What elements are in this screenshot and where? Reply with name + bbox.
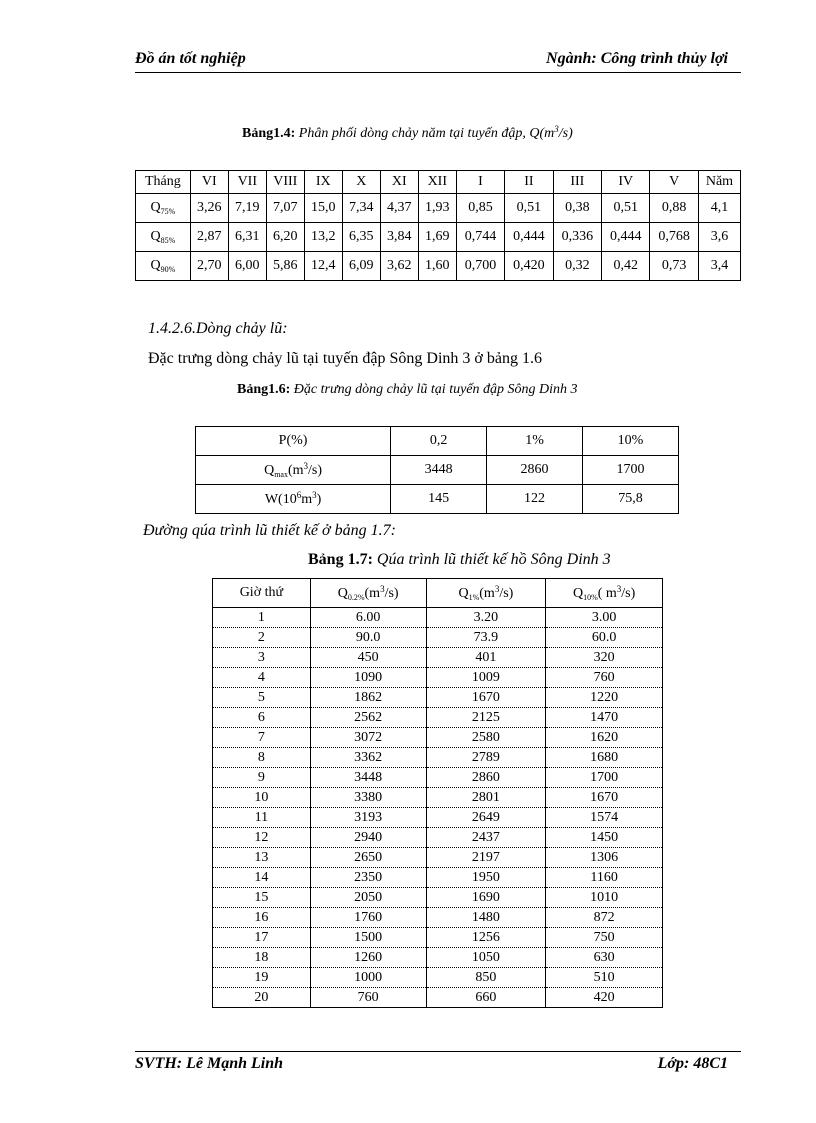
table16-header-cell: 1%	[487, 427, 583, 456]
table17-row	[213, 728, 663, 748]
header-left-title: Đồ án tốt nghiệp	[135, 50, 246, 67]
table17-cell: 3448	[310, 768, 426, 788]
table17-cell: 16	[213, 908, 311, 928]
table17-cell: 10	[213, 788, 311, 808]
table17-cell: 1862	[310, 688, 426, 708]
table17-cell: 3	[213, 648, 311, 668]
table14-header-cell: II	[505, 171, 553, 194]
table16-w-label: $W(10^6m^3)$	[196, 485, 391, 514]
table14-header-cell: IV	[602, 171, 650, 194]
table17-row	[213, 848, 663, 868]
table17-cell: 1	[213, 608, 311, 628]
table17-cell: 9	[213, 768, 311, 788]
section-heading: 1.4.2.6.Dòng chảy lũ:	[148, 320, 288, 337]
table14-row	[136, 223, 741, 252]
table17-cell: 17	[213, 928, 311, 948]
table14-cell: 0,420	[505, 252, 553, 281]
table17-cell: 3072	[310, 728, 426, 748]
table17-col-header: $Q_{1\%}(m^3/s)$	[426, 579, 546, 608]
table17-row	[213, 708, 663, 728]
table14-cell: 0,32	[553, 252, 601, 281]
table17-cell: 3.00	[546, 608, 663, 628]
table17-cell: 1090	[310, 668, 426, 688]
table17-cell: 1670	[546, 788, 663, 808]
table14-header-cell: VII	[228, 171, 266, 194]
table17-cell: 1620	[546, 728, 663, 748]
table14-cell: 3,6	[698, 223, 740, 252]
table17-cell: 630	[546, 948, 663, 968]
table17-cell: 320	[546, 648, 663, 668]
table16-cell: 75,8	[583, 485, 679, 514]
table14-cell: 6,31	[228, 223, 266, 252]
table17-cell: 12	[213, 828, 311, 848]
table14-header-cell: Tháng	[136, 171, 191, 194]
table14-header-cell: V	[650, 171, 698, 194]
table17-cell: 1220	[546, 688, 663, 708]
table14-cell: 0,700	[456, 252, 504, 281]
table17-cell: 1480	[426, 908, 546, 928]
table17-cell: 1010	[546, 888, 663, 908]
table17-cell: 2649	[426, 808, 546, 828]
table17-cell: 850	[426, 968, 546, 988]
table17-cell: 1000	[310, 968, 426, 988]
table14-cell: 0,744	[456, 223, 504, 252]
table17-cell: 2789	[426, 748, 546, 768]
table17-cell: 660	[426, 988, 546, 1008]
table17-cell: 1760	[310, 908, 426, 928]
table14-header-cell: VI	[190, 171, 228, 194]
section-paragraph: Đặc trưng dòng chảy lũ tại tuyến đập Sông Dinh 3 ở bảng 1.6	[148, 350, 542, 367]
table17-cell: 1670	[426, 688, 546, 708]
table14-cell: 1,93	[418, 194, 456, 223]
table17-cell: 2350	[310, 868, 426, 888]
table14-cell: 4,37	[380, 194, 418, 223]
table14-cell: 3,4	[698, 252, 740, 281]
table17-cell: 5	[213, 688, 311, 708]
header-divider	[135, 72, 741, 73]
table17-cell: 872	[546, 908, 663, 928]
table17-cell: 3380	[310, 788, 426, 808]
table-annual-flow	[135, 170, 741, 281]
table17-cell: 420	[546, 988, 663, 1008]
table17-row	[213, 688, 663, 708]
table17-cell: 6.00	[310, 608, 426, 628]
table14-header-cell: X	[342, 171, 380, 194]
table17-cell: 2940	[310, 828, 426, 848]
table16-cell: 122	[487, 485, 583, 514]
table17-row	[213, 828, 663, 848]
table14-cell: 3,26	[190, 194, 228, 223]
table17-cell: 760	[310, 988, 426, 1008]
table17-cell: 1009	[426, 668, 546, 688]
table14-cell: 1,69	[418, 223, 456, 252]
table17-cell: 1450	[546, 828, 663, 848]
table17-cell: 90.0	[310, 628, 426, 648]
table14-cell: 12,4	[304, 252, 342, 281]
table17-cell: 760	[546, 668, 663, 688]
table17-cell: 1680	[546, 748, 663, 768]
header-right-title: Ngành: Công trình thủy lợi	[546, 50, 728, 67]
table17-cell: 1470	[546, 708, 663, 728]
table17-cell: 1690	[426, 888, 546, 908]
table17-cell: 2580	[426, 728, 546, 748]
table14-header-cell: VIII	[266, 171, 304, 194]
table17-cell: 1950	[426, 868, 546, 888]
table14-cell: 6,09	[342, 252, 380, 281]
table14-cell: 3,62	[380, 252, 418, 281]
table14-cell: 1,60	[418, 252, 456, 281]
table14-cell: 4,1	[698, 194, 740, 223]
table14-header-cell: I	[456, 171, 504, 194]
table17-cell: 401	[426, 648, 546, 668]
table14-cell: 7,19	[228, 194, 266, 223]
table17-row	[213, 928, 663, 948]
table14-cell: 7,34	[342, 194, 380, 223]
table17-cell: 3.20	[426, 608, 546, 628]
table17-row	[213, 908, 663, 928]
table16-cell: 3448	[391, 456, 487, 485]
table16-row-qmax	[196, 456, 679, 485]
table17-row	[213, 868, 663, 888]
table17-cell: 13	[213, 848, 311, 868]
table14-header-cell: III	[553, 171, 601, 194]
table17-cell: 1256	[426, 928, 546, 948]
table17-cell: 60.0	[546, 628, 663, 648]
table17-row	[213, 888, 663, 908]
table14-cell: 5,86	[266, 252, 304, 281]
table14-cell: 0,73	[650, 252, 698, 281]
table16-caption: Bảng1.6: Đặc trưng dòng chảy lũ tại tuyến đập Sông Dinh 3	[237, 382, 578, 397]
table17-cell: 1500	[310, 928, 426, 948]
table-design-flood-hydrograph	[212, 578, 663, 1008]
table16-header-cell: 0,2	[391, 427, 487, 456]
table16-header-row	[196, 427, 679, 456]
table16-header-cell: 10%	[583, 427, 679, 456]
table14-cell: 0,51	[602, 194, 650, 223]
table14-cell: 0,88	[650, 194, 698, 223]
table17-cell: 11	[213, 808, 311, 828]
table14-cell: 0,85	[456, 194, 504, 223]
table14-header-cell: XI	[380, 171, 418, 194]
table17-row	[213, 748, 663, 768]
table17-cell: 1700	[546, 768, 663, 788]
table14-row	[136, 252, 741, 281]
table17-cell: 18	[213, 948, 311, 968]
table17-col-hour: Giờ thứ	[213, 579, 311, 608]
table14-caption: Bảng1.4: Phân phối dòng chảy năm tại tuyến đập, $Q(m^3/s)$	[242, 124, 573, 141]
table16-row-w	[196, 485, 679, 514]
footer-divider	[135, 1051, 741, 1052]
table17-cell: 7	[213, 728, 311, 748]
table14-cell: 2,70	[190, 252, 228, 281]
table17-cell: 2437	[426, 828, 546, 848]
table17-cell: 2125	[426, 708, 546, 728]
table17-row	[213, 668, 663, 688]
table17-intro: Đường qúa trình lũ thiết kế ở bảng 1.7:	[143, 522, 396, 539]
table17-cell: 1306	[546, 848, 663, 868]
table17-col-header: $Q_{10\%}$( $m^3/s$)	[546, 579, 663, 608]
table17-row	[213, 808, 663, 828]
table14-cell: 6,20	[266, 223, 304, 252]
table17-cell: 20	[213, 988, 311, 1008]
table17-caption: Bảng 1.7: Qúa trình lũ thiết kế hồ Sông Dinh 3	[308, 551, 611, 568]
table17-cell: 6	[213, 708, 311, 728]
table17-cell: 14	[213, 868, 311, 888]
table14-row-label: $Q_{75\%}$	[136, 194, 191, 223]
table14-header-cell: Năm	[698, 171, 740, 194]
table-flood-characteristics	[195, 426, 679, 514]
table17-cell: 1050	[426, 948, 546, 968]
table17-row	[213, 948, 663, 968]
table17-col-header: $Q_{0.2\%}(m^3/s)$	[310, 579, 426, 608]
table17-cell: 3362	[310, 748, 426, 768]
table17-header-row	[213, 579, 663, 608]
footer-class: Lớp: 48C1	[657, 1055, 728, 1072]
table17-cell: 2197	[426, 848, 546, 868]
table14-cell: 0,444	[602, 223, 650, 252]
table17-cell: 4	[213, 668, 311, 688]
table17-cell: 1574	[546, 808, 663, 828]
table17-cell: 2562	[310, 708, 426, 728]
table16-qmax-label: $Q_{max}(m^3/s)$	[196, 456, 391, 485]
table17-cell: 750	[546, 928, 663, 948]
table17-cell: 2	[213, 628, 311, 648]
table17-cell: 19	[213, 968, 311, 988]
table14-cell: 13,2	[304, 223, 342, 252]
table14-cell: 0,42	[602, 252, 650, 281]
table14-cell: 0,336	[553, 223, 601, 252]
table14-cell: 6,00	[228, 252, 266, 281]
table16-cell: 2860	[487, 456, 583, 485]
table14-row-label: $Q_{85\%}$	[136, 223, 191, 252]
table17-row	[213, 768, 663, 788]
table14-cell: 15,0	[304, 194, 342, 223]
table14-header-cell: XII	[418, 171, 456, 194]
table16-cell: 1700	[583, 456, 679, 485]
table17-cell: 450	[310, 648, 426, 668]
table17-cell: 3193	[310, 808, 426, 828]
table14-cell: 3,84	[380, 223, 418, 252]
table17-cell: 1260	[310, 948, 426, 968]
table14-row	[136, 194, 741, 223]
table17-cell: 8	[213, 748, 311, 768]
table14-cell: 0,51	[505, 194, 553, 223]
table17-cell: 2801	[426, 788, 546, 808]
table16-cell: 145	[391, 485, 487, 514]
table14-cell: 7,07	[266, 194, 304, 223]
table17-row	[213, 608, 663, 628]
table17-row	[213, 968, 663, 988]
table17-cell: 2650	[310, 848, 426, 868]
table17-cell: 2860	[426, 768, 546, 788]
table17-cell: 1160	[546, 868, 663, 888]
table17-cell: 73.9	[426, 628, 546, 648]
table17-row	[213, 648, 663, 668]
table14-header-row	[136, 171, 741, 194]
table14-cell: 0,38	[553, 194, 601, 223]
table17-row	[213, 788, 663, 808]
table14-header-cell: IX	[304, 171, 342, 194]
table17-cell: 15	[213, 888, 311, 908]
table14-row-label: $Q_{90\%}$	[136, 252, 191, 281]
table14-cell: 0,444	[505, 223, 553, 252]
table16-header-cell: P(%)	[196, 427, 391, 456]
table17-cell: 510	[546, 968, 663, 988]
footer-student: SVTH: Lê Mạnh Linh	[135, 1055, 284, 1072]
table14-cell: 6,35	[342, 223, 380, 252]
table14-cell: 0,768	[650, 223, 698, 252]
table17-row	[213, 628, 663, 648]
table17-row	[213, 988, 663, 1008]
table14-cell: 2,87	[190, 223, 228, 252]
table17-cell: 2050	[310, 888, 426, 908]
